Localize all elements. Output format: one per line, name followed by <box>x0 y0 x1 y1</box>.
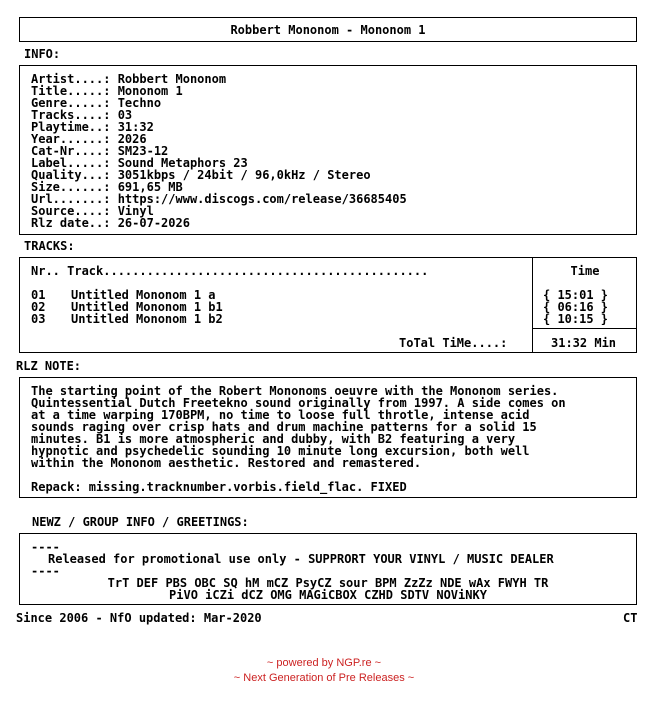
powered-by-link[interactable]: ~ powered by NGP.re ~ <box>266 657 382 669</box>
track-nr: 03 <box>31 312 46 326</box>
info-box <box>19 65 637 235</box>
tracks-box <box>19 257 637 353</box>
track-name: Untitled Mononom 1 b1 <box>71 300 223 314</box>
ct-mark: CT <box>623 611 638 625</box>
info-artist: Artist....: Robbert Mononom <box>31 72 227 86</box>
info-label: Label.....: Sound Metaphors 23 <box>31 156 248 170</box>
note-line: The starting point of the Robert Mononoms oeuvre with the Mononom series. <box>31 384 559 398</box>
note-line: hypnotic and psychedelic sounding 10 minute long excursion, both well <box>31 444 530 458</box>
note-line: at a time warping 170BPM, no time to loose full throtle, intense acid <box>31 408 530 422</box>
track-time: { 15:01 } <box>543 288 609 302</box>
track-name: Untitled Mononom 1 a <box>71 288 216 302</box>
time-header: Time <box>570 264 600 278</box>
note-line: sounds raging over crisp hats and drum machine patterns for a solid 15 <box>31 420 537 434</box>
news-header: NEWZ / GROUP INFO / GREETINGS: <box>32 515 249 529</box>
info-url[interactable]: Url.......: https://www.discogs.com/release/36685405 <box>31 192 407 206</box>
greetings-line: TrT DEF PBS OBC SQ hM mCZ PsyCZ sour BPM ZzZz NDE wAx FWYH TR <box>107 576 549 590</box>
news-box <box>19 533 637 605</box>
info-size: Size......: 691,65 MB <box>31 180 183 194</box>
info-playtime: Playtime..: 31:32 <box>31 120 154 134</box>
tracks-header: TRACKS: <box>24 239 75 253</box>
info-quality: Quality...: 3051kbps / 24bit / 96,0kHz / Stereo <box>31 168 371 182</box>
tracks-column-header: Nr.. Track............................................. <box>31 264 429 278</box>
info-catnr: Cat-Nr....: SM23-12 <box>31 144 169 158</box>
note-line: minutes. B1 is more atmospheric and dubby, with B2 featuring a very <box>31 432 516 446</box>
release-title-box <box>19 17 637 42</box>
track-name: Untitled Mononom 1 b2 <box>71 312 223 326</box>
track-nr: 02 <box>31 300 46 314</box>
tracks-total-divider <box>532 328 636 329</box>
info-tracks: Tracks....: 03 <box>31 108 133 122</box>
news-dash: ---- <box>31 564 60 578</box>
info-rlz-date: Rlz date..: 26-07-2026 <box>31 216 190 230</box>
note-header: RLZ NOTE: <box>16 359 82 373</box>
greetings-line: PiVO iCZi dCZ OMG MAGiCBOX CZHD SDTV NOViNKY <box>169 588 487 602</box>
total-time-label: ToTal TiMe....: <box>399 336 508 350</box>
note-line: Quintessential Dutch Freetekno sound originally from 1997. A side comes on <box>31 396 566 410</box>
note-box <box>19 377 637 498</box>
repack-note: Repack: missing.tracknumber.vorbis.field_flac. FIXED <box>31 480 407 494</box>
track-nr: 01 <box>31 288 46 302</box>
info-genre: Genre.....: Techno <box>31 96 162 110</box>
news-dash: ---- <box>31 540 60 554</box>
release-title: Robbert Mononom - Mononom 1 <box>230 23 426 37</box>
info-title: Title.....: Mononom 1 <box>31 84 183 98</box>
info-source: Source....: Vinyl <box>31 204 154 218</box>
info-year: Year......: 2026 <box>31 132 147 146</box>
track-time: { 06:16 } <box>543 300 609 314</box>
info-header: INFO: <box>24 47 61 61</box>
track-time: { 10:15 } <box>543 312 609 326</box>
since-line: Since 2006 - NfO updated: Mar-2020 <box>16 611 262 625</box>
total-time-value: 31:32 Min <box>551 336 617 350</box>
promo-notice: Released for promotional use only - SUPPRORT YOUR VINYL / MUSIC DEALER <box>48 552 554 566</box>
note-line: within the Mononom aesthetic. Restored and remastered. <box>31 456 422 470</box>
ngp-tagline: ~ Next Generation of Pre Releases ~ <box>233 672 415 684</box>
